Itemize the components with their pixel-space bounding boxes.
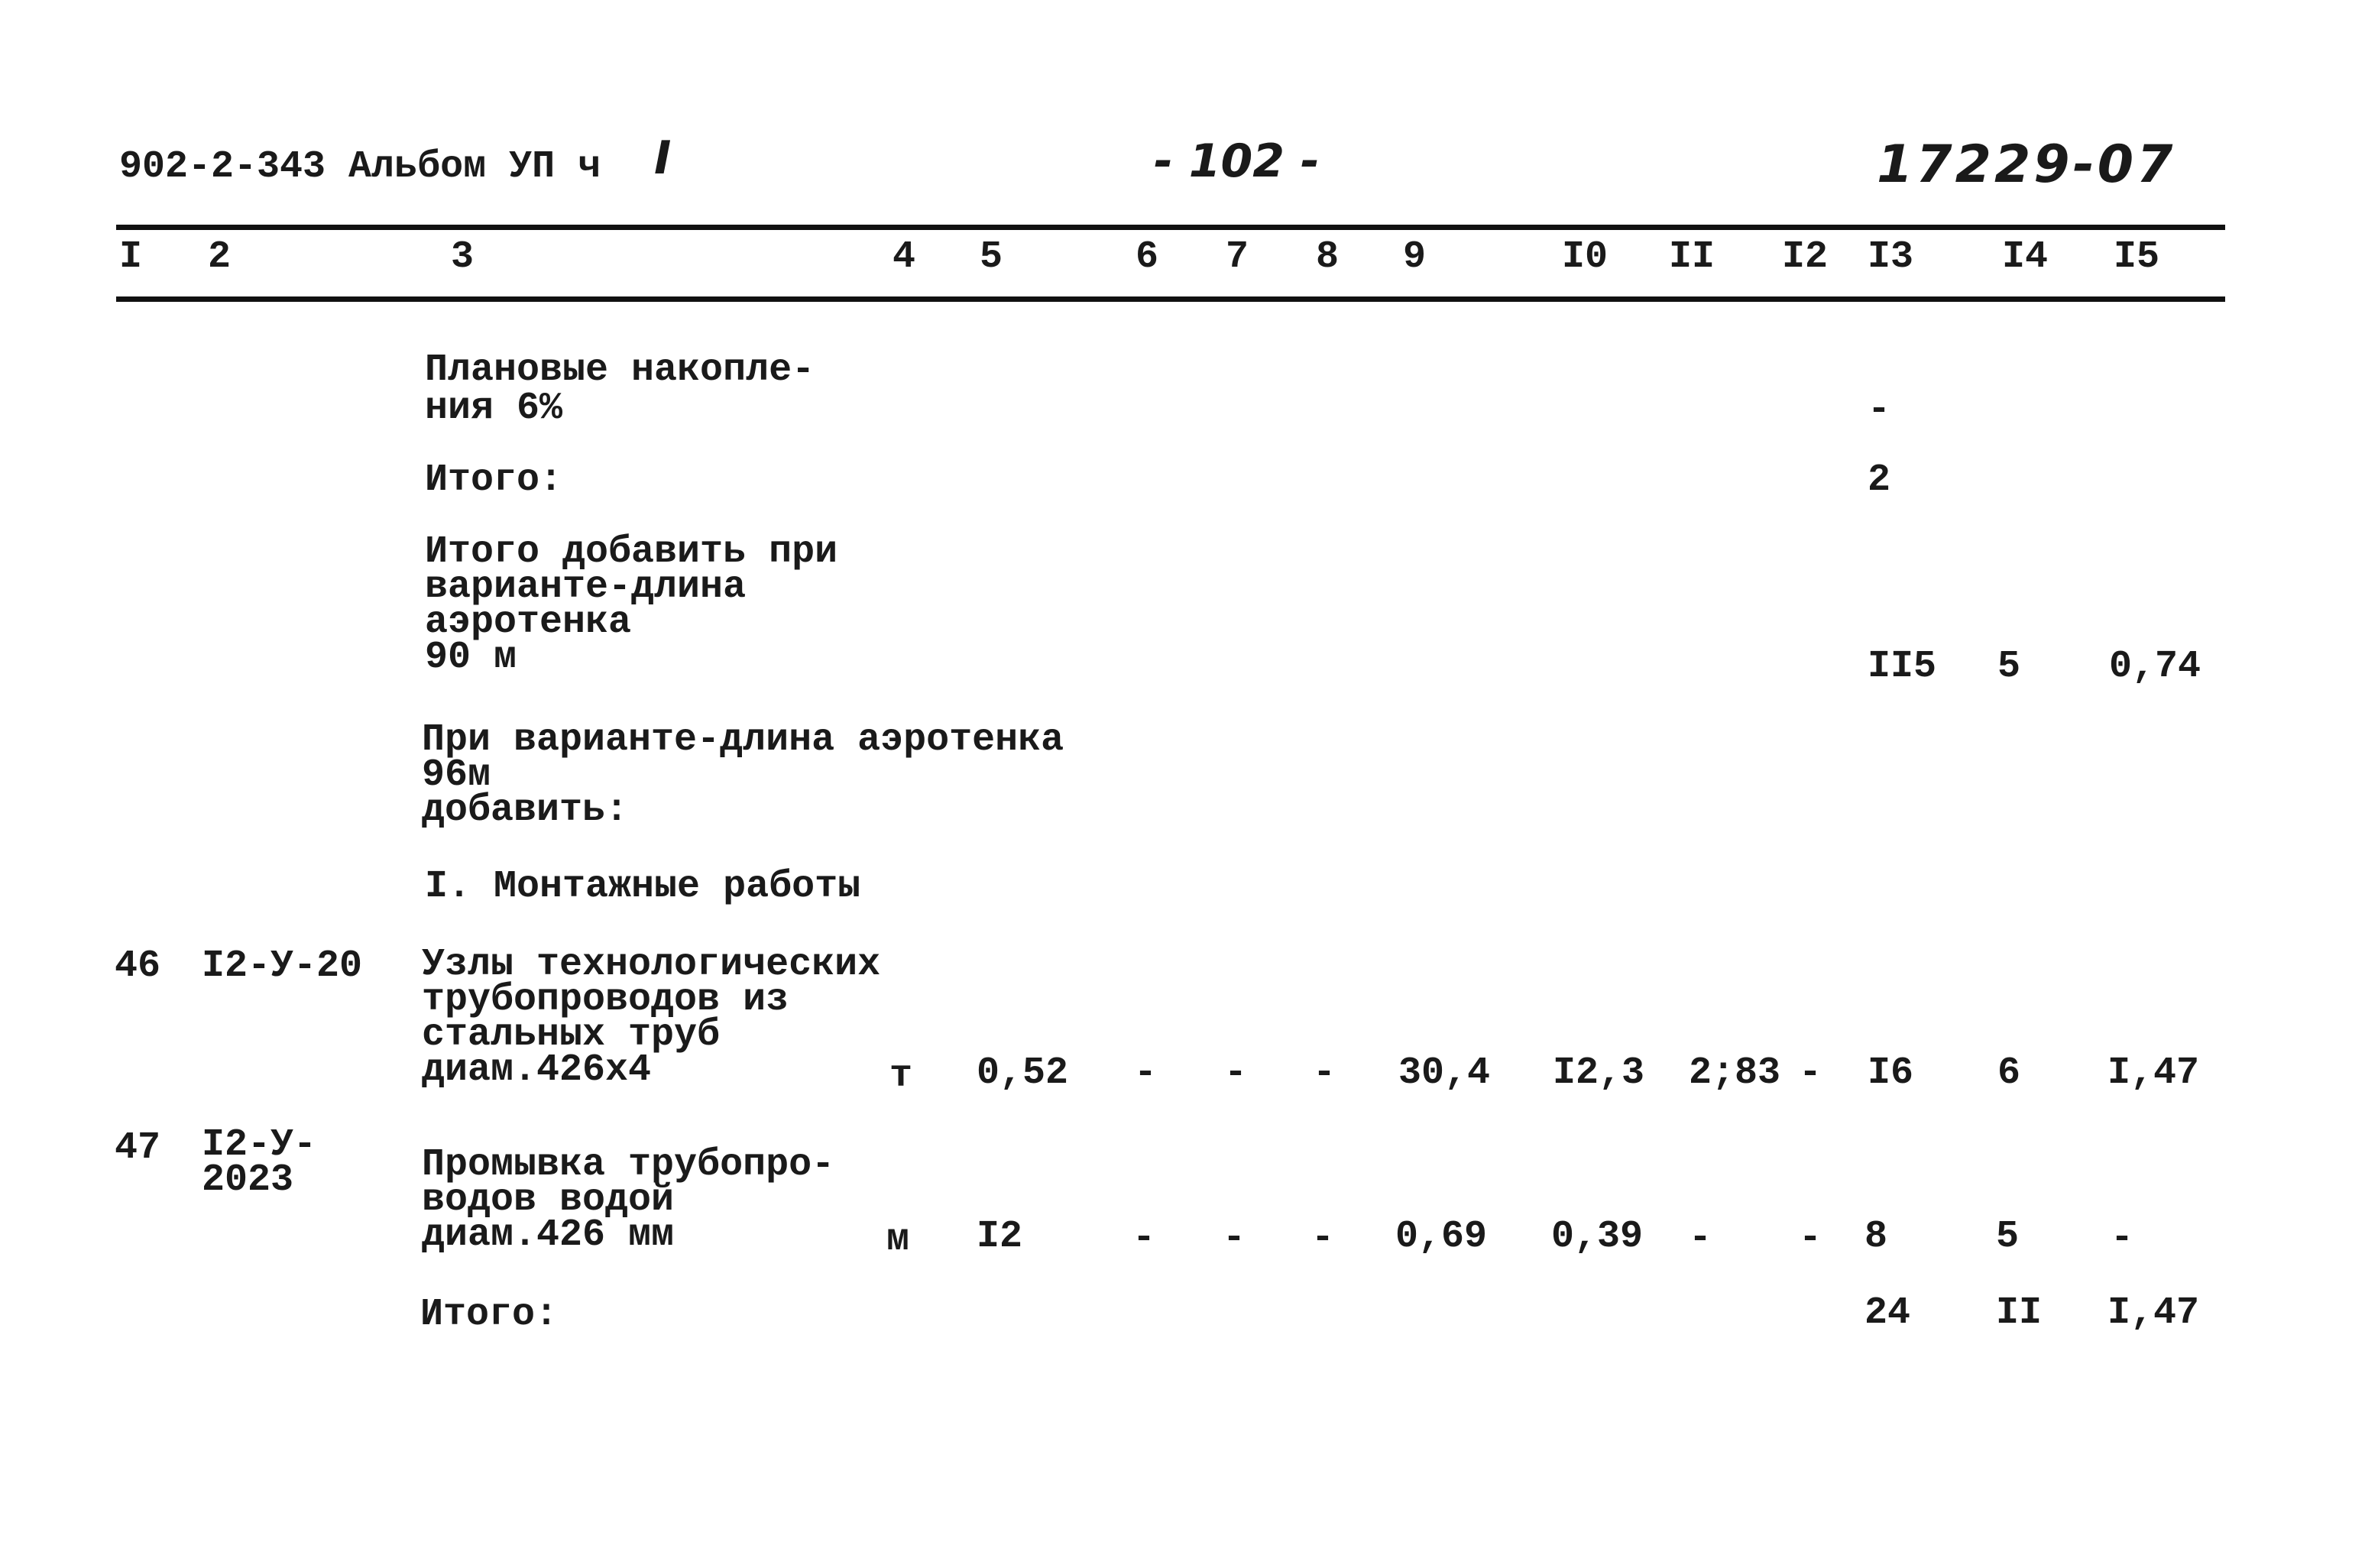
row-number: 47: [115, 1126, 161, 1170]
col8: -: [1311, 1216, 1335, 1260]
total-col15: I,47: [2107, 1291, 2200, 1335]
col-header: 9: [1403, 235, 1427, 279]
col7: -: [1224, 1051, 1248, 1095]
page-number: - 102 -: [1154, 134, 1320, 188]
planned-savings-text: Плановые накопле- ния 6%: [425, 348, 815, 430]
col-header: 2: [208, 235, 232, 279]
col11: 2;83: [1689, 1051, 1781, 1095]
col8: -: [1313, 1051, 1336, 1095]
total-add-col15: 0,74: [2109, 645, 2201, 688]
col-header: 3: [451, 235, 475, 279]
col15: -: [2111, 1216, 2134, 1260]
unit: м: [886, 1218, 910, 1262]
total-label: Итого:: [420, 1293, 559, 1336]
col12: -: [1799, 1051, 1822, 1095]
col13: 8: [1864, 1215, 1888, 1259]
document-code: 902-2-343 Альбом УП ч: [119, 145, 601, 189]
col-header: I3: [1868, 235, 1914, 279]
col-header: I0: [1562, 235, 1609, 279]
col-header: 5: [980, 235, 1003, 279]
col13: I6: [1868, 1051, 1914, 1095]
col-header: I2: [1782, 235, 1829, 279]
rate-code: I2-У- 2023: [202, 1123, 317, 1202]
col10: I2,3: [1553, 1051, 1645, 1095]
subtotal-col13: 2: [1868, 458, 1891, 502]
col9: 30,4: [1398, 1051, 1491, 1095]
planned-savings-col13: -: [1868, 388, 1891, 432]
document-number: 17229-07: [1877, 134, 2176, 195]
section-heading: I. Монтажные работы: [425, 865, 861, 909]
col7: -: [1223, 1216, 1246, 1260]
unit: т: [889, 1055, 913, 1098]
col9: 0,69: [1395, 1215, 1488, 1259]
col-header: I: [119, 235, 143, 279]
total-add-col14: 5: [1997, 645, 2021, 688]
rate-code: I2-У-20: [202, 944, 363, 988]
total-add-variant-text: Итого добавить при варианте-длина аэротенка 90 м: [425, 530, 838, 679]
subtotal-label: Итого:: [425, 458, 563, 502]
row-number: 46: [115, 944, 161, 988]
col-header: I5: [2114, 235, 2160, 279]
col14: 5: [1996, 1215, 2020, 1259]
album-part: I: [654, 131, 672, 185]
col-header: II: [1669, 235, 1715, 279]
col-header: 8: [1316, 235, 1340, 279]
col11: -: [1689, 1216, 1712, 1260]
col-header: I4: [2002, 235, 2049, 279]
work-description: Промывка трубопро- водов водой диам.426 мм: [422, 1143, 835, 1257]
col-header: 4: [893, 235, 916, 279]
col15: I,47: [2107, 1051, 2200, 1095]
total-col14: II: [1996, 1291, 2043, 1335]
work-description: Узлы технологических трубопроводов из стальных труб диам.426х4: [422, 943, 881, 1092]
col-header: 7: [1226, 235, 1249, 279]
variant-96m-text: При варианте-длина аэротенка 96м добавить:: [422, 718, 1064, 832]
total-col13: 24: [1864, 1291, 1911, 1335]
col-header: 6: [1136, 235, 1159, 279]
col14: 6: [1997, 1051, 2021, 1095]
table-header-bottom-rule: [116, 296, 2225, 302]
col12: -: [1799, 1216, 1822, 1260]
col6: -: [1132, 1216, 1156, 1260]
quantity: 0,52: [977, 1051, 1069, 1095]
col6: -: [1134, 1051, 1158, 1095]
total-add-col13: II5: [1868, 645, 1937, 688]
quantity: I2: [977, 1215, 1023, 1259]
col10: 0,39: [1551, 1215, 1644, 1259]
table-top-rule: [116, 225, 2225, 230]
